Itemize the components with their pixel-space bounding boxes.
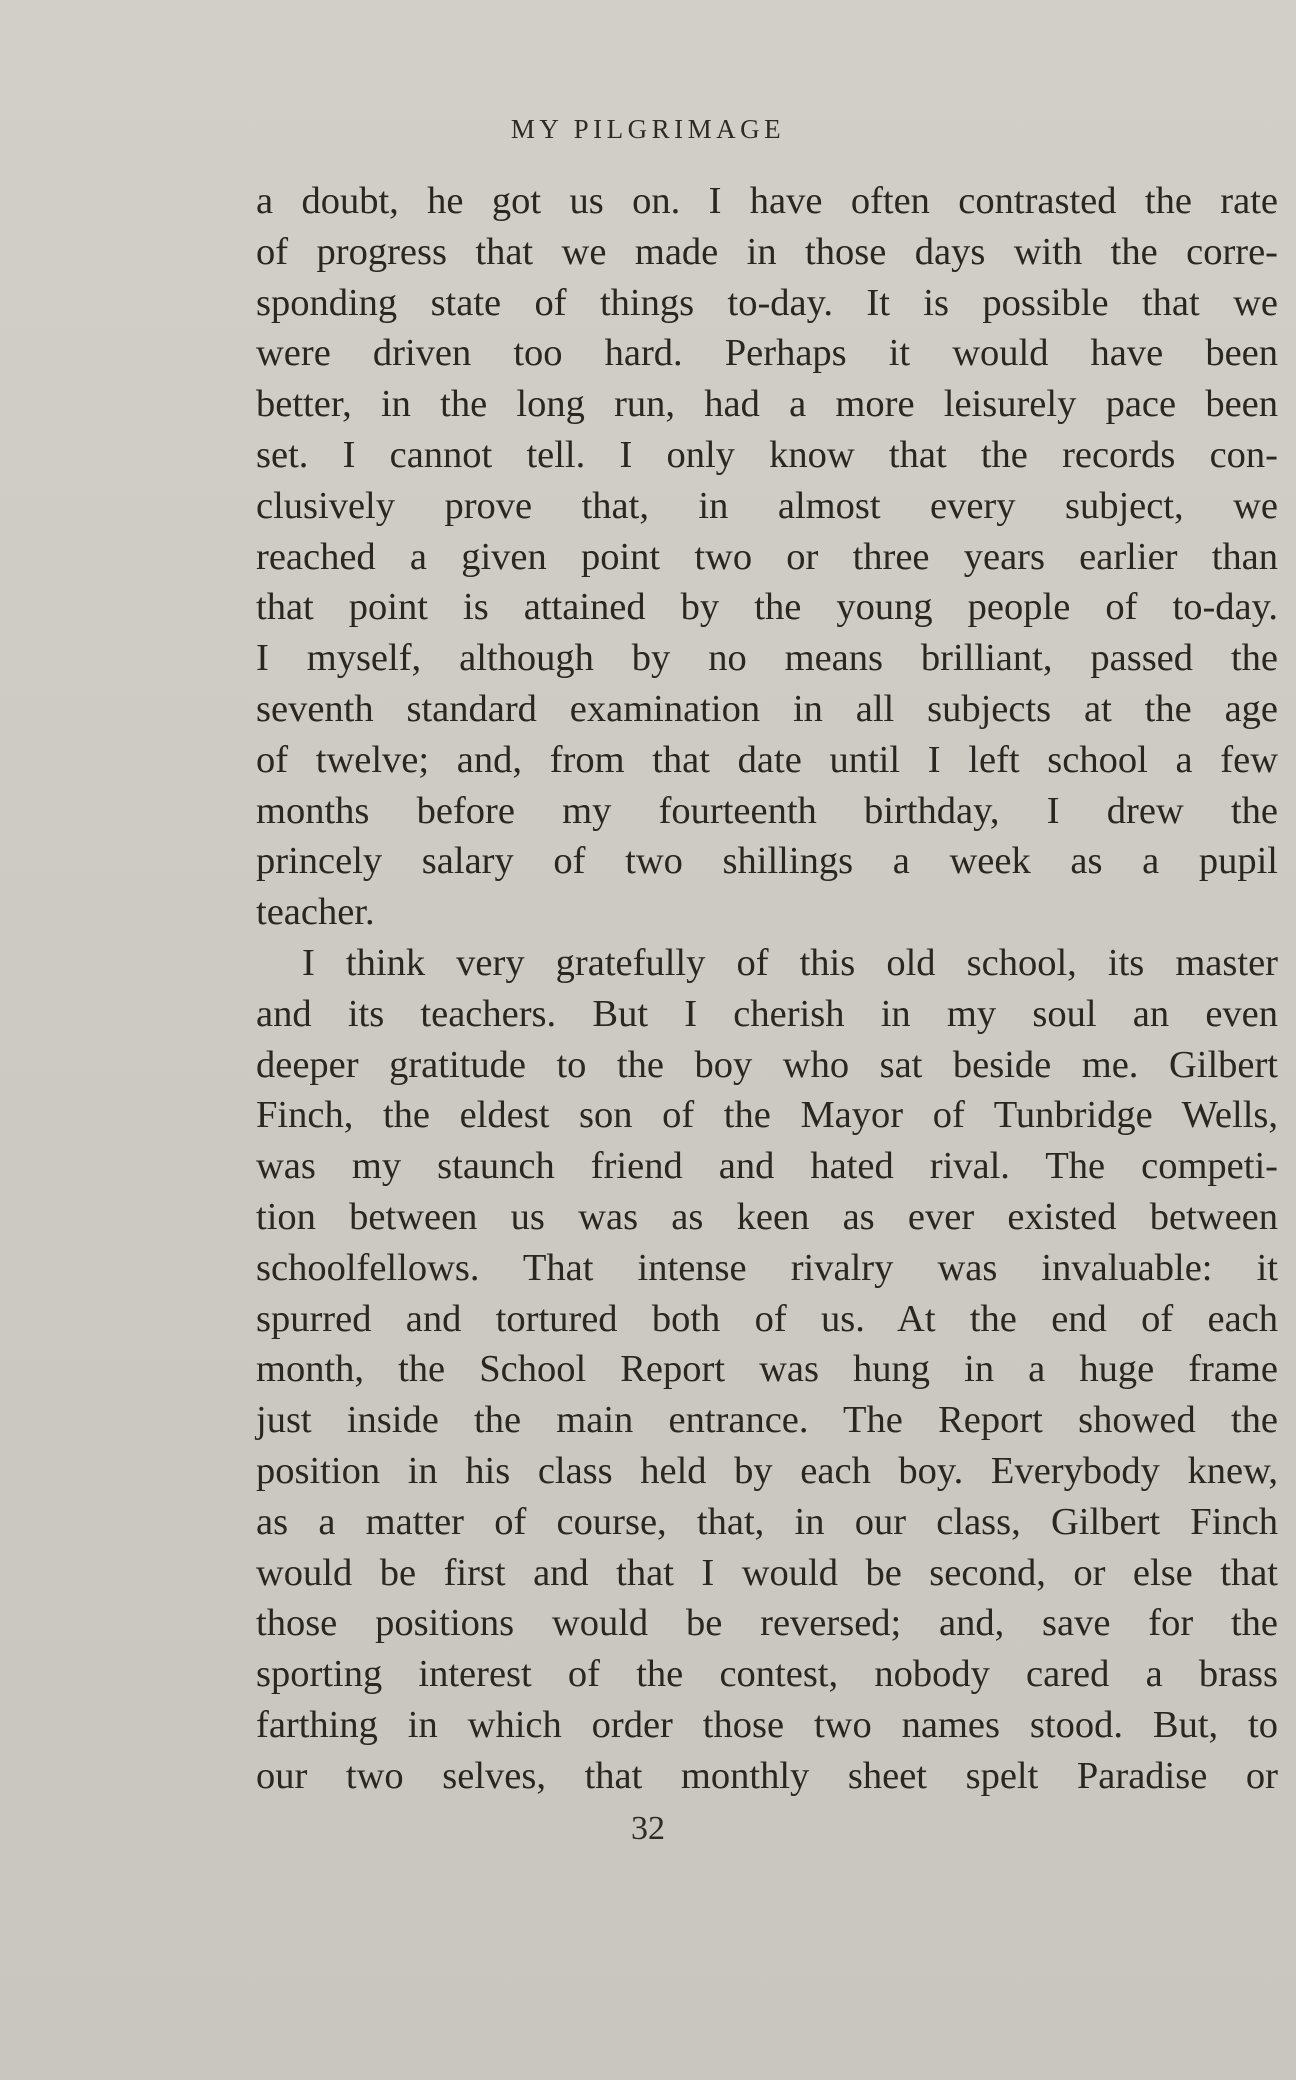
text-line: just inside the main entrance. The Report showed the <box>256 1399 1278 1442</box>
text-line: was my staunch friend and hated rival. The competi- <box>256 1145 1278 1188</box>
text-line: schoolfellows. That intense rivalry was invaluable: it <box>256 1246 1278 1289</box>
text-line: and its teachers. But I cherish in my soul an even <box>256 992 1278 1035</box>
text-line: princely salary of two shillings a week as a pupil <box>256 840 1278 883</box>
text-line: better, in the long run, had a more leisurely pace been <box>256 383 1278 426</box>
text-line: Finch, the eldest son of the Mayor of Tunbridge Wells, <box>256 1094 1278 1137</box>
text-line: of progress that we made in those days with the corre- <box>256 230 1278 273</box>
text-line: a doubt, he got us on. I have often contrasted the rate <box>256 180 1278 222</box>
paragraph <box>256 176 1278 938</box>
text-line: I myself, although by no means brilliant, passed the <box>256 637 1278 680</box>
text-line: of twelve; and, from that date until I left school a few <box>256 738 1278 781</box>
text-line: as a matter of course, that, in our class, Gilbert Finch <box>256 1500 1278 1543</box>
text-line: seventh standard examination in all subjects at the age <box>256 687 1278 730</box>
body-text <box>256 176 1278 1802</box>
page-number: 32 <box>631 1810 665 1847</box>
running-head: MY PILGRIMAGE <box>510 114 786 144</box>
text-line: reached a given point two or three years earlier than <box>256 535 1278 578</box>
text-line: those positions would be reversed; and, save for the <box>256 1602 1278 1645</box>
text-line: sporting interest of the contest, nobody cared a brass <box>256 1653 1278 1696</box>
text-line: position in his class held by each boy. Everybody knew, <box>256 1449 1278 1492</box>
text-line: month, the School Report was hung in a huge frame <box>256 1348 1278 1391</box>
text-line: set. I cannot tell. I only know that the records con- <box>256 433 1278 476</box>
text-line: I think very gratefully of this old school, its master <box>302 941 1278 984</box>
text-line: teacher. <box>256 891 375 934</box>
text-line: were driven too hard. Perhaps it would have been <box>256 332 1278 375</box>
text-line: deeper gratitude to the boy who sat beside me. Gilbert <box>256 1043 1278 1086</box>
text-line: that point is attained by the young people of to-day. <box>256 586 1278 629</box>
text-line: sponding state of things to-day. It is possible that we <box>256 281 1278 324</box>
paragraph <box>256 938 1278 1802</box>
text-line: would be first and that I would be second, or else that <box>256 1551 1278 1594</box>
text-line: farthing in which order those two names stood. But, to <box>256 1703 1278 1746</box>
text-line: our two selves, that monthly sheet spelt Paradise or <box>256 1754 1278 1797</box>
text-line: tion between us was as keen as ever existed between <box>256 1195 1278 1238</box>
text-line: spurred and tortured both of us. At the end of each <box>256 1297 1278 1340</box>
text-line: clusively prove that, in almost every subject, we <box>256 484 1278 527</box>
text-line: months before my fourteenth birthday, I drew the <box>256 789 1278 832</box>
